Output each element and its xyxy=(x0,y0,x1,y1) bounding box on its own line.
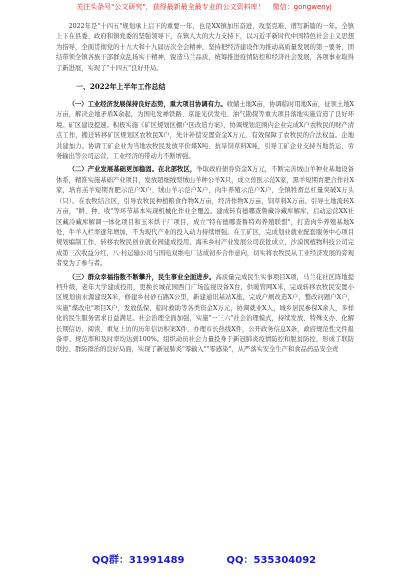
paragraph-livelihood xyxy=(56,273,354,356)
footer-qq-group: QQ群：31991489 xyxy=(91,555,185,566)
intro-paragraph: 2022年是"十四五"规划承上启下的重要一年，也是XX镇加压奋进、攻坚克难、谱写新篇的一年。全镇上下在县委、政府和镇党委的坚强领导下，在镇人大的大力支持下，以习近平新时代中国特色社会主义思想为指导，全面贯彻党的十九大和十九届历次全会精神，坚持把经济建设作为推动高质量发展的第一要务，团结带领全镇各族干部群众乱扬实干精神，锐造马兰品质，统筹推进疫情防控和经济社会发展，各项事业取得了新进展，实现了"十四五"良好开局。 xyxy=(56,23,354,72)
watermark-promo-text: 关注头条号"公文研究"，获得最新最全最专业的公文资料库！ xyxy=(76,3,265,11)
paragraph-agriculture xyxy=(56,165,354,269)
watermark-wechat-text: 微信：gongwenyj xyxy=(272,3,332,11)
paragraph-industry-body: 收储土地X亩，协调临时用地X亩，征领土地X万亩，解决企地矛盾X余起，为国电发禅铁路、京能光伏发电、油气勘探等重大项目落地实施营造了良好环境。矿区建设提速。积极实施《矿区规划区棚户区改造方案》，协调规划范围内企业完成X户农牧民的财产清点工作，搬迁转移矿区规划区农牧民X户，先计补偿安置资金X万元，有效保障了农牧民的合法权益。企地共建加力。协调工矿企业为当地农牧民发放平价煤X吨、抗旱饲草料X吨，引导工矿企业支持当地货运、劳务输出等公司运营，工业经济的带动力不断增强。 xyxy=(56,101,355,161)
section-heading: 一、2022年上半年工作总结 xyxy=(76,82,166,92)
paragraph-agriculture-lead: （二）产业发展基础更加稳固。在北部牧区， xyxy=(68,166,197,174)
footer-qq-number: QQ：535304092 xyxy=(226,555,317,566)
paragraph-agriculture-body: 争取政府债券资金X万元，不断完善绒山羊种业基地设备体系，精准实施基础产业项目，发放超细绒型绒山羊种公羊X只，成立兽医示范X家，黑羊短期育肥合作社X家，培育羔羊短期育肥示范户X户、绒山羊示范户X户，肉牛养殖示范户X户，全镇牲畜总杠量突破X万头（只）。在农牧结合区，引导农牧民种植粮食作物X万亩，经济作物X万亩，饲草料X万亩。引导土地流转X万亩，"耕、种、收"等环节基本实现机械化作业全覆盖。建成转有德哪查鲁藏冷藏库解库，启动运营XX社区藏冷藏库解调一体化项目和玉米烘干厂项目，成立"特布德哪查鲁特鸡养殖联盟"，打造肉牛养殖基地X处，牛羊入栏率逐年增加，不为现代产业的投入动力持续增强。在工矿区，完成划业就业配套服务中心项目规划编制工作，转移农牧民创业就业园建成投用，海禾乡村产业发展公司获批成立，沙漠国植物科技公司完成第三次收益分红，八·村运输公司与国电双维电厂达成初步合作意向，切实将农牧民从工业经济发展的旁观者变为了参与者。 xyxy=(56,166,355,268)
paragraph-industry xyxy=(56,100,354,162)
footer-contact xyxy=(0,551,408,566)
paragraph-livelihood-body: 高质量完成民生实事项目X项，马兰花社区阵地提档升级，老年大学建成投用，更换长城花园西门广场监视设备X台，供暖管网X米，完成转移农牧民安置小区规划街水源建设X米，修建乡村砂石路X公里，新建通讯基站X座，完成户厕改造X户，整改问题户X户，实施"煤改电"项目X户，发放低保、临时救助等各类资金X万元，协调就业X人，城乡居民参保X余人，多样化的民生服务需求日益满足。社会治理全面加强，实施"一三六"社会治理模式，持续发放、特殊支办、化解长期信访、阅读、重复上访的历年信访积案X件，办理市长热线X件，公开政务信息X条，政府规范性文件报备率、规范率和及时率均达到100%。组织动员社会力量投身于新冠肺炎疫情防控和脱贫防控，形成了联防联控、群防群治的良好局面，实现了新冠肺炎"零输入""零感染"，从严落实安全生产和食品药品安全责 xyxy=(56,273,355,354)
paragraph-livelihood-lead: （三）群众幸福指数不断攀升，民生事业全面进步。 xyxy=(68,273,216,281)
document-body xyxy=(56,22,354,359)
paragraph-industry-lead: （一）工业经济发展保持良好态势，重大项目协调有力。 xyxy=(68,101,227,109)
header-watermark xyxy=(0,0,408,14)
